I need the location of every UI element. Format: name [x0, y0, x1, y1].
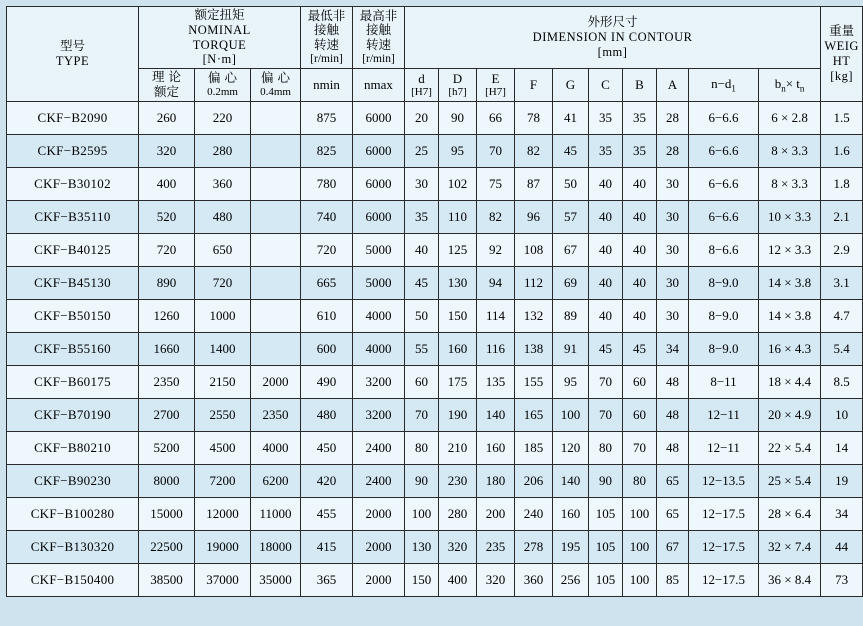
cell-A: 28	[657, 101, 689, 134]
cell-n-d1: 12−17.5	[689, 497, 759, 530]
cell-torque-ecc-04: 2350	[251, 398, 301, 431]
cell-d: 30	[405, 167, 439, 200]
cell-D: 320	[439, 530, 477, 563]
cell-E: 70	[477, 134, 515, 167]
cell-nmin: 450	[301, 431, 353, 464]
cell-n-d1: 8−6.6	[689, 233, 759, 266]
cell-torque-ecc-02: 480	[195, 200, 251, 233]
cell-F: 108	[515, 233, 553, 266]
cell-E: 94	[477, 266, 515, 299]
header-dim-d: d [H7]	[405, 69, 439, 102]
cell-nmax: 4000	[353, 332, 405, 365]
cell-nmin: 480	[301, 398, 353, 431]
cell-weight: 2.9	[821, 233, 863, 266]
cell-G: 120	[553, 431, 589, 464]
cell-B: 40	[623, 200, 657, 233]
header-row-main	[7, 7, 863, 69]
cell-n-d1: 6−6.6	[689, 200, 759, 233]
cell-n-d1: 6−6.6	[689, 167, 759, 200]
cell-A: 30	[657, 200, 689, 233]
cell-type: CKF−B30102	[7, 167, 139, 200]
cell-d: 55	[405, 332, 439, 365]
cell-F: 138	[515, 332, 553, 365]
cell-bn-tn: 16 × 4.3	[759, 332, 821, 365]
cell-D: 210	[439, 431, 477, 464]
cell-C: 40	[589, 266, 623, 299]
cell-E: 66	[477, 101, 515, 134]
cell-nmax: 6000	[353, 134, 405, 167]
cell-torque-ecc-02: 7200	[195, 464, 251, 497]
cell-E: 200	[477, 497, 515, 530]
cell-torque-ecc-04: 2000	[251, 365, 301, 398]
header-weight: 重量 WEIG HT [kg]	[821, 7, 863, 102]
cell-nmax: 5000	[353, 266, 405, 299]
cell-bn-tn: 25 × 5.4	[759, 464, 821, 497]
cell-torque-theory: 890	[139, 266, 195, 299]
cell-weight: 3.1	[821, 266, 863, 299]
cell-bn-tn: 28 × 6.4	[759, 497, 821, 530]
cell-A: 65	[657, 497, 689, 530]
cell-G: 67	[553, 233, 589, 266]
table-row	[7, 167, 863, 200]
cell-torque-ecc-04	[251, 101, 301, 134]
cell-torque-theory: 1260	[139, 299, 195, 332]
cell-nmin: 720	[301, 233, 353, 266]
cell-G: 91	[553, 332, 589, 365]
cell-A: 28	[657, 134, 689, 167]
header-dim-C: C	[589, 69, 623, 102]
cell-E: 180	[477, 464, 515, 497]
cell-n-d1: 12−17.5	[689, 563, 759, 596]
cell-B: 40	[623, 233, 657, 266]
cell-weight: 73	[821, 563, 863, 596]
cell-torque-ecc-02: 2150	[195, 365, 251, 398]
cell-torque-ecc-02: 650	[195, 233, 251, 266]
cell-n-d1: 6−6.6	[689, 101, 759, 134]
cell-F: 278	[515, 530, 553, 563]
table-row	[7, 365, 863, 398]
cell-n-d1: 8−9.0	[689, 266, 759, 299]
header-dim-F: F	[515, 69, 553, 102]
cell-A: 30	[657, 167, 689, 200]
cell-E: 75	[477, 167, 515, 200]
cell-torque-theory: 22500	[139, 530, 195, 563]
cell-torque-ecc-04	[251, 266, 301, 299]
cell-bn-tn: 20 × 4.9	[759, 398, 821, 431]
cell-bn-tn: 10 × 3.3	[759, 200, 821, 233]
cell-A: 30	[657, 299, 689, 332]
cell-C: 35	[589, 134, 623, 167]
cell-n-d1: 8−9.0	[689, 299, 759, 332]
cell-nmax: 3200	[353, 365, 405, 398]
cell-torque-ecc-04: 11000	[251, 497, 301, 530]
cell-type: CKF−B80210	[7, 431, 139, 464]
cell-weight: 4.7	[821, 299, 863, 332]
cell-nmax: 2000	[353, 530, 405, 563]
cell-d: 130	[405, 530, 439, 563]
cell-D: 160	[439, 332, 477, 365]
cell-type: CKF−B55160	[7, 332, 139, 365]
cell-F: 112	[515, 266, 553, 299]
cell-weight: 10	[821, 398, 863, 431]
header-nmin: 最低非 接触 转速 [r/min]	[301, 7, 353, 69]
cell-nmin: 875	[301, 101, 353, 134]
cell-nmax: 5000	[353, 233, 405, 266]
cell-torque-ecc-02: 720	[195, 266, 251, 299]
cell-E: 160	[477, 431, 515, 464]
header-dim-B: B	[623, 69, 657, 102]
cell-weight: 8.5	[821, 365, 863, 398]
table-row	[7, 497, 863, 530]
cell-type: CKF−B90230	[7, 464, 139, 497]
cell-d: 25	[405, 134, 439, 167]
cell-D: 95	[439, 134, 477, 167]
table-row	[7, 266, 863, 299]
cell-A: 67	[657, 530, 689, 563]
header-torque-theory: 理 论 额定	[139, 69, 195, 102]
cell-nmin: 780	[301, 167, 353, 200]
cell-bn-tn: 36 × 8.4	[759, 563, 821, 596]
cell-torque-theory: 720	[139, 233, 195, 266]
cell-nmin: 420	[301, 464, 353, 497]
cell-B: 100	[623, 497, 657, 530]
cell-d: 40	[405, 233, 439, 266]
cell-type: CKF−B45130	[7, 266, 139, 299]
cell-d: 150	[405, 563, 439, 596]
cell-torque-theory: 320	[139, 134, 195, 167]
cell-d: 80	[405, 431, 439, 464]
cell-E: 140	[477, 398, 515, 431]
cell-weight: 34	[821, 497, 863, 530]
cell-n-d1: 8−9.0	[689, 332, 759, 365]
cell-nmax: 4000	[353, 299, 405, 332]
cell-d: 35	[405, 200, 439, 233]
table-body	[7, 101, 863, 596]
header-type: 型号 TYPE	[7, 7, 139, 102]
cell-G: 195	[553, 530, 589, 563]
cell-weight: 19	[821, 464, 863, 497]
cell-nmin: 490	[301, 365, 353, 398]
header-dim-A: A	[657, 69, 689, 102]
cell-type: CKF−B50150	[7, 299, 139, 332]
cell-D: 150	[439, 299, 477, 332]
cell-B: 80	[623, 464, 657, 497]
cell-torque-ecc-04	[251, 167, 301, 200]
cell-D: 175	[439, 365, 477, 398]
header-nominal-torque: 额定扭矩 NOMINAL TORQUE [N·m]	[139, 7, 301, 69]
cell-bn-tn: 8 × 3.3	[759, 167, 821, 200]
cell-d: 50	[405, 299, 439, 332]
cell-G: 100	[553, 398, 589, 431]
table-row	[7, 464, 863, 497]
cell-F: 132	[515, 299, 553, 332]
cell-torque-theory: 5200	[139, 431, 195, 464]
cell-nmin: 415	[301, 530, 353, 563]
cell-torque-ecc-02: 19000	[195, 530, 251, 563]
cell-F: 240	[515, 497, 553, 530]
cell-torque-ecc-04: 4000	[251, 431, 301, 464]
cell-nmin: 825	[301, 134, 353, 167]
cell-torque-theory: 2350	[139, 365, 195, 398]
cell-bn-tn: 14 × 3.8	[759, 266, 821, 299]
cell-d: 45	[405, 266, 439, 299]
cell-d: 70	[405, 398, 439, 431]
cell-type: CKF−B60175	[7, 365, 139, 398]
cell-C: 90	[589, 464, 623, 497]
header-dim-bn-tn: $b_n\times t_n$	[759, 69, 821, 102]
cell-weight: 1.5	[821, 101, 863, 134]
cell-C: 40	[589, 233, 623, 266]
cell-D: 125	[439, 233, 477, 266]
header-torque-ecc-04: 偏 心 0.4mm	[251, 69, 301, 102]
header-nmin-symbol: nmin	[301, 69, 353, 102]
cell-bn-tn: 22 × 5.4	[759, 431, 821, 464]
cell-torque-theory: 38500	[139, 563, 195, 596]
cell-n-d1: 12−17.5	[689, 530, 759, 563]
cell-nmax: 2000	[353, 563, 405, 596]
cell-n-d1: 12−13.5	[689, 464, 759, 497]
cell-torque-ecc-02: 4500	[195, 431, 251, 464]
cell-G: 41	[553, 101, 589, 134]
cell-D: 102	[439, 167, 477, 200]
cell-E: 320	[477, 563, 515, 596]
cell-bn-tn: 8 × 3.3	[759, 134, 821, 167]
cell-torque-ecc-02: 360	[195, 167, 251, 200]
cell-n-d1: 8−11	[689, 365, 759, 398]
cell-F: 165	[515, 398, 553, 431]
cell-torque-ecc-02: 37000	[195, 563, 251, 596]
cell-A: 30	[657, 233, 689, 266]
cell-torque-ecc-04	[251, 332, 301, 365]
cell-nmax: 2400	[353, 464, 405, 497]
cell-bn-tn: 14 × 3.8	[759, 299, 821, 332]
cell-torque-theory: 15000	[139, 497, 195, 530]
table-row	[7, 233, 863, 266]
cell-weight: 44	[821, 530, 863, 563]
cell-G: 89	[553, 299, 589, 332]
table-header	[7, 7, 863, 102]
header-torque-ecc-02: 偏 心 0.2mm	[195, 69, 251, 102]
table-row	[7, 200, 863, 233]
cell-F: 96	[515, 200, 553, 233]
cell-D: 130	[439, 266, 477, 299]
cell-E: 114	[477, 299, 515, 332]
cell-d: 100	[405, 497, 439, 530]
cell-torque-theory: 260	[139, 101, 195, 134]
header-nmax: 最高非 接触 转速 [r/min]	[353, 7, 405, 69]
cell-d: 20	[405, 101, 439, 134]
cell-torque-ecc-02: 280	[195, 134, 251, 167]
cell-E: 92	[477, 233, 515, 266]
cell-C: 70	[589, 365, 623, 398]
cell-D: 230	[439, 464, 477, 497]
cell-nmin: 665	[301, 266, 353, 299]
cell-nmin: 365	[301, 563, 353, 596]
cell-A: 48	[657, 398, 689, 431]
cell-B: 40	[623, 167, 657, 200]
cell-weight: 1.8	[821, 167, 863, 200]
cell-A: 34	[657, 332, 689, 365]
cell-A: 48	[657, 431, 689, 464]
cell-nmax: 2400	[353, 431, 405, 464]
cell-E: 116	[477, 332, 515, 365]
cell-torque-theory: 400	[139, 167, 195, 200]
cell-n-d1: 6−6.6	[689, 134, 759, 167]
cell-torque-theory: 2700	[139, 398, 195, 431]
cell-torque-ecc-04: 6200	[251, 464, 301, 497]
cell-F: 78	[515, 101, 553, 134]
table-row	[7, 530, 863, 563]
cell-nmin: 610	[301, 299, 353, 332]
cell-torque-ecc-02: 12000	[195, 497, 251, 530]
cell-type: CKF−B40125	[7, 233, 139, 266]
cell-C: 105	[589, 563, 623, 596]
cell-G: 69	[553, 266, 589, 299]
cell-E: 82	[477, 200, 515, 233]
cell-E: 235	[477, 530, 515, 563]
table-row	[7, 332, 863, 365]
table-row	[7, 431, 863, 464]
cell-A: 30	[657, 266, 689, 299]
cell-F: 360	[515, 563, 553, 596]
table-row	[7, 563, 863, 596]
cell-E: 135	[477, 365, 515, 398]
header-nmax-symbol: nmax	[353, 69, 405, 102]
cell-nmin: 455	[301, 497, 353, 530]
cell-G: 256	[553, 563, 589, 596]
cell-n-d1: 12−11	[689, 431, 759, 464]
cell-B: 40	[623, 299, 657, 332]
cell-torque-ecc-02: 1400	[195, 332, 251, 365]
cell-B: 60	[623, 398, 657, 431]
cell-type: CKF−B100280	[7, 497, 139, 530]
cell-bn-tn: 12 × 3.3	[759, 233, 821, 266]
cell-G: 95	[553, 365, 589, 398]
cell-C: 40	[589, 299, 623, 332]
cell-A: 85	[657, 563, 689, 596]
cell-F: 185	[515, 431, 553, 464]
cell-type: CKF−B2090	[7, 101, 139, 134]
cell-F: 206	[515, 464, 553, 497]
cell-d: 60	[405, 365, 439, 398]
cell-weight: 2.1	[821, 200, 863, 233]
cell-D: 190	[439, 398, 477, 431]
cell-weight: 5.4	[821, 332, 863, 365]
table-row	[7, 398, 863, 431]
cell-type: CKF−B130320	[7, 530, 139, 563]
header-dim-E: E [H7]	[477, 69, 515, 102]
cell-B: 100	[623, 563, 657, 596]
specification-table	[6, 6, 863, 597]
cell-G: 140	[553, 464, 589, 497]
cell-weight: 14	[821, 431, 863, 464]
cell-torque-ecc-04	[251, 200, 301, 233]
header-dim-D: D [h7]	[439, 69, 477, 102]
cell-n-d1: 12−11	[689, 398, 759, 431]
cell-C: 80	[589, 431, 623, 464]
cell-torque-ecc-04: 18000	[251, 530, 301, 563]
cell-bn-tn: 6 × 2.8	[759, 101, 821, 134]
cell-nmin: 600	[301, 332, 353, 365]
cell-B: 60	[623, 365, 657, 398]
cell-torque-ecc-04	[251, 299, 301, 332]
cell-torque-ecc-02: 220	[195, 101, 251, 134]
cell-torque-ecc-02: 1000	[195, 299, 251, 332]
cell-F: 82	[515, 134, 553, 167]
cell-torque-theory: 520	[139, 200, 195, 233]
cell-C: 105	[589, 530, 623, 563]
cell-A: 48	[657, 365, 689, 398]
cell-type: CKF−B35110	[7, 200, 139, 233]
cell-D: 280	[439, 497, 477, 530]
cell-B: 100	[623, 530, 657, 563]
cell-C: 35	[589, 101, 623, 134]
cell-F: 87	[515, 167, 553, 200]
cell-torque-ecc-04	[251, 134, 301, 167]
cell-G: 50	[553, 167, 589, 200]
cell-torque-theory: 8000	[139, 464, 195, 497]
cell-bn-tn: 32 × 7.4	[759, 530, 821, 563]
cell-C: 40	[589, 200, 623, 233]
cell-type: CKF−B2595	[7, 134, 139, 167]
cell-nmax: 6000	[353, 200, 405, 233]
cell-G: 57	[553, 200, 589, 233]
cell-nmax: 3200	[353, 398, 405, 431]
header-dimension: 外形尺寸 DIMENSION IN CONTOUR [mm]	[405, 7, 821, 69]
cell-torque-ecc-02: 2550	[195, 398, 251, 431]
cell-A: 65	[657, 464, 689, 497]
cell-D: 110	[439, 200, 477, 233]
cell-F: 155	[515, 365, 553, 398]
table-row	[7, 101, 863, 134]
cell-D: 90	[439, 101, 477, 134]
cell-C: 40	[589, 167, 623, 200]
cell-C: 45	[589, 332, 623, 365]
cell-B: 35	[623, 134, 657, 167]
table-row	[7, 299, 863, 332]
table-row	[7, 134, 863, 167]
cell-B: 70	[623, 431, 657, 464]
cell-nmax: 2000	[353, 497, 405, 530]
cell-C: 105	[589, 497, 623, 530]
cell-C: 70	[589, 398, 623, 431]
cell-B: 45	[623, 332, 657, 365]
cell-G: 160	[553, 497, 589, 530]
cell-type: CKF−B150400	[7, 563, 139, 596]
header-dim-G: G	[553, 69, 589, 102]
cell-B: 40	[623, 266, 657, 299]
cell-d: 90	[405, 464, 439, 497]
header-dim-n-d1: $n-d_1$	[689, 69, 759, 102]
cell-D: 400	[439, 563, 477, 596]
cell-type: CKF−B70190	[7, 398, 139, 431]
cell-torque-ecc-04	[251, 233, 301, 266]
cell-nmax: 6000	[353, 167, 405, 200]
cell-nmax: 6000	[353, 101, 405, 134]
cell-torque-theory: 1660	[139, 332, 195, 365]
cell-torque-ecc-04: 35000	[251, 563, 301, 596]
cell-B: 35	[623, 101, 657, 134]
cell-bn-tn: 18 × 4.4	[759, 365, 821, 398]
cell-weight: 1.6	[821, 134, 863, 167]
cell-nmin: 740	[301, 200, 353, 233]
cell-G: 45	[553, 134, 589, 167]
